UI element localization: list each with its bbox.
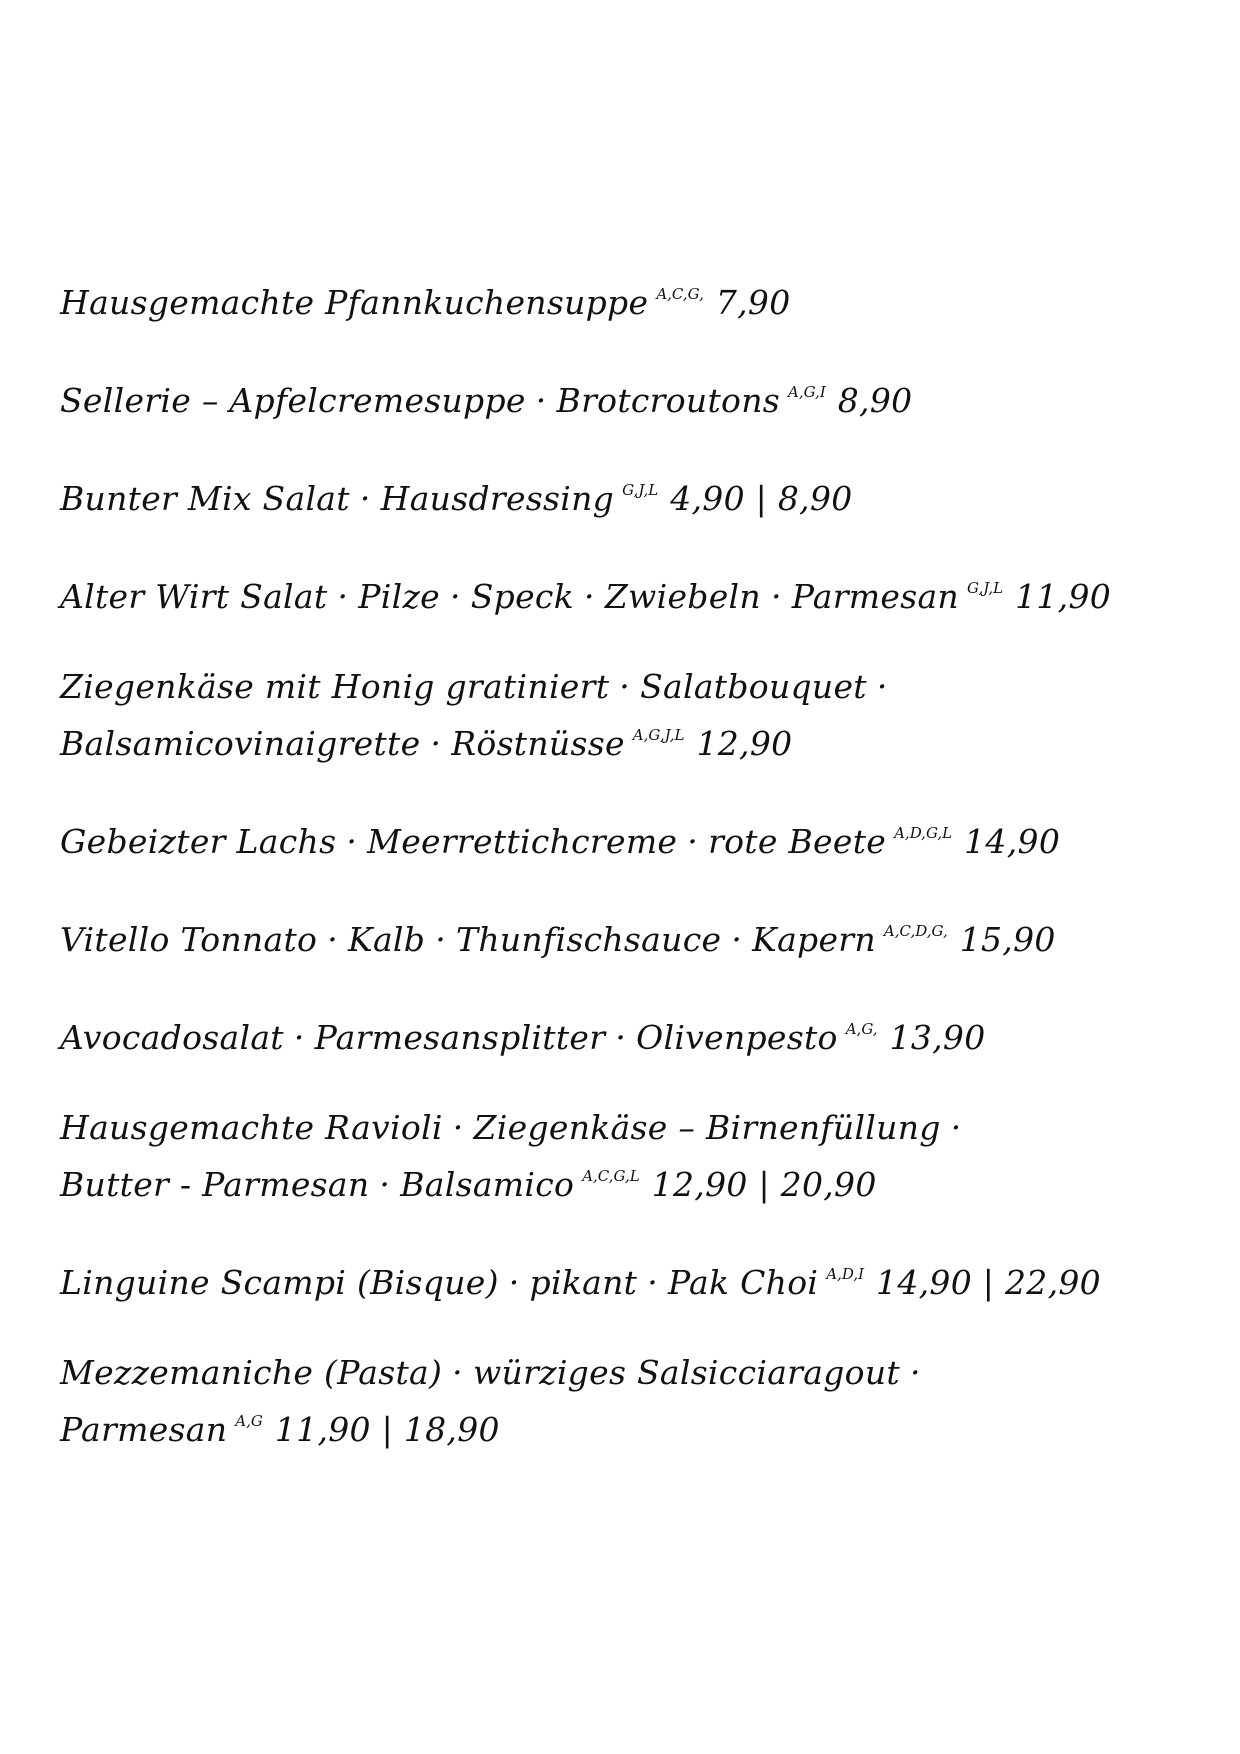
- separator-dot: ·: [615, 1018, 627, 1057]
- menu-item: [60, 1103, 1200, 1204]
- allergen-codes: A,C,G,: [656, 285, 704, 303]
- menu-item-line: [60, 1348, 1200, 1397]
- dish-text: Kapern: [752, 920, 876, 959]
- dish-text: Salatbouquet: [640, 667, 867, 706]
- menu-item: [60, 1250, 1200, 1302]
- dish-price: 4,90 | 8,90: [670, 479, 853, 518]
- dish-text: Ziegenkäse mit Honig gratiniert: [60, 667, 610, 706]
- dish-text: Parmesan: [60, 1410, 228, 1449]
- menu-item-line: [60, 907, 1200, 959]
- menu-item: [60, 662, 1200, 763]
- dish-text: Hausgemachte Ravioli: [60, 1108, 443, 1147]
- menu-item-line: [60, 1397, 1200, 1449]
- menu-item: [60, 270, 1200, 322]
- dish-price: 12,90 | 20,90: [651, 1165, 877, 1204]
- dish-text: rote Beete: [708, 822, 887, 861]
- dish-text: Alter Wirt Salat: [60, 577, 328, 616]
- menu-list: [60, 270, 1200, 1495]
- separator-dot: ·: [770, 577, 782, 616]
- allergen-codes: A,G,I: [788, 383, 826, 401]
- menu-item: [60, 1348, 1200, 1449]
- dish-text: Speck: [470, 577, 575, 616]
- menu-item-line: [60, 662, 1200, 711]
- dish-text: Kalb: [348, 920, 426, 959]
- allergen-codes: A,G,J,L: [632, 726, 685, 744]
- menu-item: [60, 1005, 1200, 1057]
- menu-item-line: [60, 1103, 1200, 1152]
- separator-dot: ·: [379, 1165, 391, 1204]
- dish-price: 12,90: [696, 724, 793, 763]
- dish-text: Bunter Mix Salat: [60, 479, 350, 518]
- dish-text: Avocadosalat: [60, 1018, 284, 1057]
- separator-dot: ·: [430, 724, 442, 763]
- separator-dot: ·: [647, 1263, 659, 1302]
- separator-dot: ·: [293, 1018, 305, 1057]
- separator-dot: ·: [584, 577, 595, 616]
- allergen-codes: G,J,L: [622, 481, 659, 499]
- allergen-codes: A,C,G,L: [582, 1167, 640, 1185]
- separator-dot: ·: [327, 920, 338, 959]
- dish-text: Sellerie – Apfelcremesuppe: [60, 381, 526, 420]
- dish-text: Thunfischsauce: [456, 920, 722, 959]
- separator-dot: ·: [337, 577, 349, 616]
- dish-text: würziges Salsicciaragout: [472, 1353, 900, 1392]
- menu-item-line: [60, 564, 1200, 616]
- dish-text: Ziegenkäse – Birnenfüllung: [473, 1108, 941, 1147]
- dish-price: 14,90: [964, 822, 1061, 861]
- dish-text: Balsamicovinaigrette: [60, 724, 421, 763]
- dish-text: Butter - Parmesan: [60, 1165, 370, 1204]
- dish-text: Pilze: [358, 577, 440, 616]
- dish-text: Brotcroutons: [556, 381, 780, 420]
- menu-item-line: [60, 809, 1200, 861]
- allergen-codes: A,D,I: [826, 1265, 865, 1283]
- allergen-codes: G,J,L: [967, 579, 1004, 597]
- separator-dot: ·: [359, 479, 371, 518]
- menu-item-line: [60, 1152, 1200, 1204]
- separator-dot: ·: [449, 577, 461, 616]
- dish-text: Balsamico: [400, 1165, 575, 1204]
- separator-dot: ·: [452, 1108, 464, 1147]
- separator-dot: ·: [508, 1263, 520, 1302]
- dish-text: Parmesan: [791, 577, 959, 616]
- dish-text: Röstnüsse: [451, 724, 625, 763]
- separator-dot: ·: [731, 920, 743, 959]
- menu-item-line: [60, 368, 1200, 420]
- dish-price: 14,90 | 22,90: [876, 1263, 1101, 1302]
- separator-dot: ·: [687, 822, 699, 861]
- menu-item: [60, 564, 1200, 616]
- dish-price: 15,90: [959, 920, 1056, 959]
- dish-text: Hausgemachte Pfannkuchensuppe: [60, 283, 649, 322]
- dish-price: 13,90: [889, 1018, 986, 1057]
- dish-text: Hausdressing: [380, 479, 615, 518]
- allergen-codes: A,G,: [845, 1020, 878, 1038]
- dish-text: Zwiebeln: [604, 577, 761, 616]
- dish-price: 11,90 | 18,90: [274, 1410, 500, 1449]
- dish-price: 11,90: [1015, 577, 1112, 616]
- menu-item: [60, 368, 1200, 420]
- dish-text: Olivenpesto: [636, 1018, 838, 1057]
- dish-text: Parmesansplitter: [314, 1018, 606, 1057]
- separator-dot: ·: [535, 381, 547, 420]
- dish-text: Gebeizter Lachs: [60, 822, 337, 861]
- separator-dot: ·: [876, 667, 888, 706]
- menu-item-line: [60, 1005, 1200, 1057]
- separator-dot: ·: [619, 667, 631, 706]
- dish-text: Pak Choi: [668, 1263, 819, 1302]
- separator-dot: ·: [950, 1108, 962, 1147]
- menu-item: [60, 809, 1200, 861]
- allergen-codes: A,G: [235, 1412, 263, 1430]
- menu-item-line: [60, 466, 1200, 518]
- dish-text: Mezzemaniche (Pasta): [60, 1353, 443, 1392]
- separator-dot: ·: [452, 1353, 463, 1392]
- dish-text: pikant: [529, 1263, 638, 1302]
- menu-item: [60, 907, 1200, 959]
- dish-price: 7,90: [715, 283, 791, 322]
- allergen-codes: A,C,D,G,: [883, 922, 948, 940]
- dish-text: Linguine Scampi (Bisque): [60, 1263, 499, 1302]
- separator-dot: ·: [346, 822, 358, 861]
- dish-price: 8,90: [837, 381, 913, 420]
- dish-text: Meerrettichcreme: [367, 822, 678, 861]
- dish-text: Vitello Tonnato: [60, 920, 318, 959]
- menu-item-line: [60, 1250, 1200, 1302]
- separator-dot: ·: [435, 920, 447, 959]
- allergen-codes: A,D,G,L: [894, 824, 953, 842]
- menu-item-line: [60, 270, 1200, 322]
- menu-item: [60, 466, 1200, 518]
- menu-item-line: [60, 711, 1200, 763]
- separator-dot: ·: [909, 1353, 921, 1392]
